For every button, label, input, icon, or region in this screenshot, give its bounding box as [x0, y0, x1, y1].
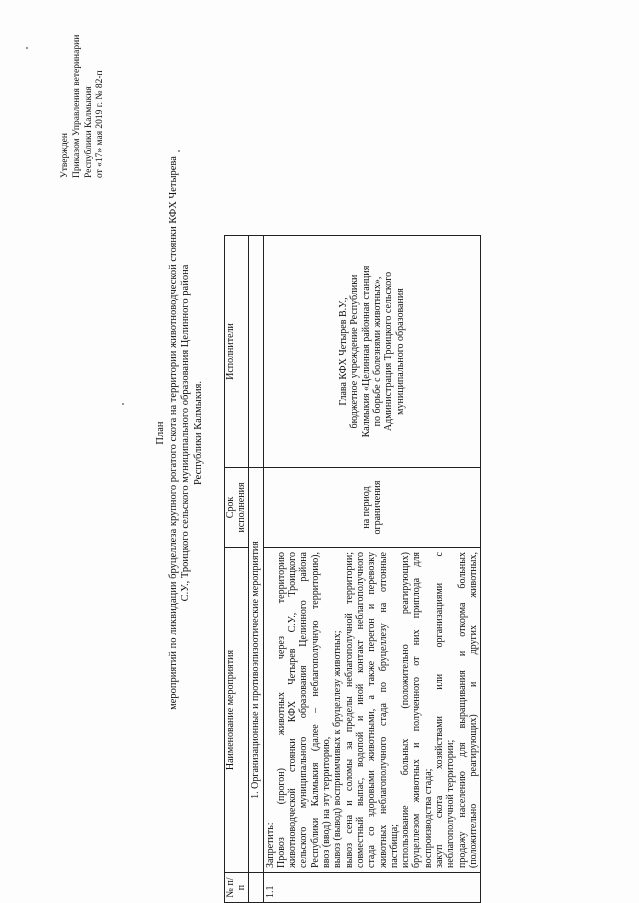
section-num-cell [248, 873, 263, 903]
row-number: 1.1 [263, 873, 481, 903]
plan-table [224, 235, 481, 903]
activity-line: стада со здоровыми животными, а также перегон и перевозку [366, 552, 378, 868]
executor-line: Калмыкия «Целинная районная станция [360, 265, 372, 438]
term-line: на период [360, 486, 372, 529]
plan-title-line: мероприятий по ликвидации бруцеллеза крупного рогатого скота на территории животноводческой стоянки КФХ Четырева [167, 156, 179, 710]
activity-line: закуп скота хозяйствами или организациями с [434, 552, 446, 868]
term-line: ограничения [371, 480, 383, 535]
activity-line: вывоз (вывод) восприимчивых к бруцеллезу животных; [332, 630, 344, 868]
executor-line: бюджетное учреждение Республики [349, 274, 361, 429]
executor-line: Администрация Троицкого сельского [383, 271, 395, 432]
row-term [263, 468, 481, 548]
header-term: Срок исполнения [225, 468, 249, 548]
scan-speck [26, 47, 28, 49]
row-executors [263, 236, 481, 468]
plan-title-line: План [155, 421, 166, 445]
executor-line: Глава КФХ Четырев В.У., [338, 297, 350, 406]
header-name: Наименование мероприятия [225, 548, 249, 873]
executor-line: муниципального образования [394, 288, 406, 415]
table-header-row [225, 236, 249, 903]
section-row [248, 236, 263, 903]
activity-line: ввоз (ввод) на эту территорию, [321, 736, 333, 868]
activity-line: животноводческой стоянки КФХ Четырев С.У., Троицкого [287, 552, 299, 868]
scan-speck [122, 403, 124, 405]
plan-title [155, 113, 205, 753]
section-exec-cell [248, 236, 263, 468]
approval-stamp [60, 3, 107, 178]
activity-line: Запретить: [264, 822, 276, 868]
activity-line: животных неблагополучного стада по бруцеллезу на отгонные [377, 552, 389, 868]
activity-line: сельского муниципального образования Целинного района [298, 552, 310, 868]
executor-line: по борьбе с болезнями животных», [371, 276, 383, 427]
row-activity [263, 548, 481, 873]
activity-line: (положительно реагирующих) и других животных, [467, 552, 479, 868]
approval-line: Утвержден [60, 133, 70, 178]
section-title: 1. Организационные и противоэпизоотические мероприятия [248, 468, 263, 873]
activity-line: вывоз сена и соломы за пределы неблагополучной территории; [343, 552, 355, 868]
activity-line: неблагополучной территории; [445, 739, 457, 868]
activity-line: продажу населению для выращивания и откорма больных [456, 552, 468, 868]
approval-line: от «17» мая 2019 г. № 82-п [95, 70, 106, 178]
activity-line: Провоз (прогон) животных через территорию [275, 552, 287, 868]
table-row [263, 236, 481, 903]
approval-line: Приказом Управления ветеринарии [71, 34, 82, 178]
header-num: № п/п [225, 873, 249, 903]
plan-title-line: Республики Калмыкия. [192, 380, 204, 486]
scan-speck [178, 150, 180, 152]
activity-line: бруцеллезом животных и полученного от них приплода для [411, 552, 423, 868]
plan-title-line: С.У., Троицкого сельского муниципального образования Целинного района [180, 264, 191, 602]
header-executors: Исполнители [225, 236, 249, 468]
approval-line: Республики Калмыкия [83, 86, 94, 178]
activity-line: использование больных (положительно реагирующих) [400, 552, 412, 868]
activity-line: Республики Калмыкия (далее – неблагополучную территорию), [309, 552, 321, 868]
activity-line: пастбища; [388, 824, 400, 868]
activity-line: совместный выпас, водопой и иной контакт неблагополучного [354, 552, 366, 868]
activity-line: воспроизводства стада; [422, 768, 434, 868]
